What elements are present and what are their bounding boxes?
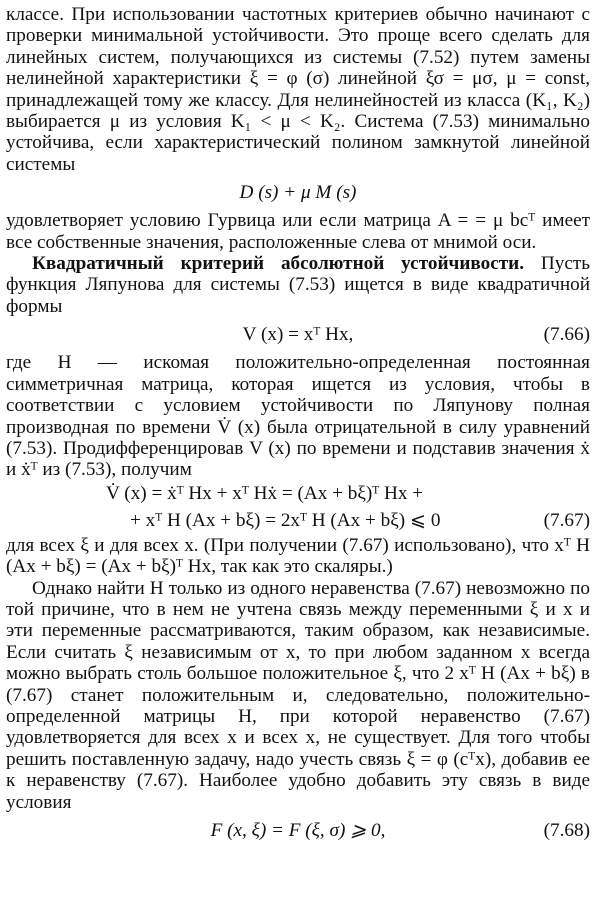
paragraph-2: удовлетворяет условию Гурвица или если матрица A = = μ bcᵀ имеет все собственные значения, расположенные слева от мнимой оси. (6, 210, 590, 253)
formula-7-67-line-1 (6, 481, 590, 507)
formula-7-67-line-2 (6, 507, 590, 535)
formula-7-66 (6, 317, 590, 352)
paragraph-6: Однако найти H только из одного неравенства (7.67) невозможно по той причине, что в нем не учтена связь между переменными ξ и x и эти переменные рассматриваются, таким образом, как независимые. Если считать ξ независимым от x, то при любом заданном x всегда можно выбрать столь большое положительное ξ, что 2 xᵀ H (Ax + bξ) в (7.67) станет положительным и, следовательно, положительно-определенной матрицы H, при которой неравенство (7.67) удовлетворяется для всех x и всех x, не существует. Для того чтобы решить поставленную задачу, надо учесть связь ξ = φ (cᵀx), добавив ее к неравенству (7.67). Наиболее удобно добавить эту связь в виде условия (6, 577, 590, 813)
paragraph-3 (6, 253, 590, 317)
formula-text: D (s) + μ M (s) (239, 182, 357, 204)
paragraph-1: классе. При использовании частотных критериев обычно начинают с проверки минимальной устойчивости. Это проще всего сделать для линейных систем, получающихся из системы (7.52) путем замены нелинейной характеристики ξ = φ (σ) линейной ξσ = μσ, μ = const, принадлежащей тому же классу. Для нелинейностей из класса (K₁, K₂) выбирается μ из условия K₁ < μ < K₂. Система (7.53) минимально устойчива, если характеристический полином замкнутой линейной системы (6, 4, 590, 175)
paragraph-3-text: Пусть функция Ляпунова для системы (7.53) ищется в виде квадратичной формы (6, 253, 590, 317)
paragraph-5: для всех ξ и для всех x. (При получении (7.67) использовано), что xᵀ H (Ax + bξ) = (Ax + bξ)ᵀ Hx, так как это скаляры.) (6, 534, 590, 578)
equation-number: (7.68) (543, 820, 590, 841)
formula-text: + xᵀ H (Ax + bξ) = 2xᵀ H (Ax + bξ) ⩽ 0 (130, 509, 441, 531)
formula-characteristic-polynomial (6, 175, 590, 210)
formula-text: V (x) = xᵀ Hx, (242, 324, 354, 346)
formula-text: V̇ (x) = ẋᵀ Hx + xᵀ Hẋ = (Ax + bξ)ᵀ Hx + (106, 482, 424, 504)
equation-number: (7.66) (543, 324, 590, 346)
equation-number: (7.67) (543, 509, 590, 531)
formula-text: F (x, ξ) = F (ξ, σ) ⩾ 0, (210, 820, 386, 841)
section-heading: Квадратичный критерий абсолютной устойчивости. (32, 253, 525, 275)
formula-7-68 (6, 813, 590, 848)
paragraph-4: где H — искомая положительно-определенная постоянная симметричная матрица, которая ищется из условия, чтобы в соответствии с условием устойчивости по Ляпунову полная производная по времени V̇ (x) была отрицательной в силу уравнений (7.53). Продифференцировав V (x) по времени и подставив значения ẋ и ẋᵀ из (7.53), получим (6, 352, 590, 481)
